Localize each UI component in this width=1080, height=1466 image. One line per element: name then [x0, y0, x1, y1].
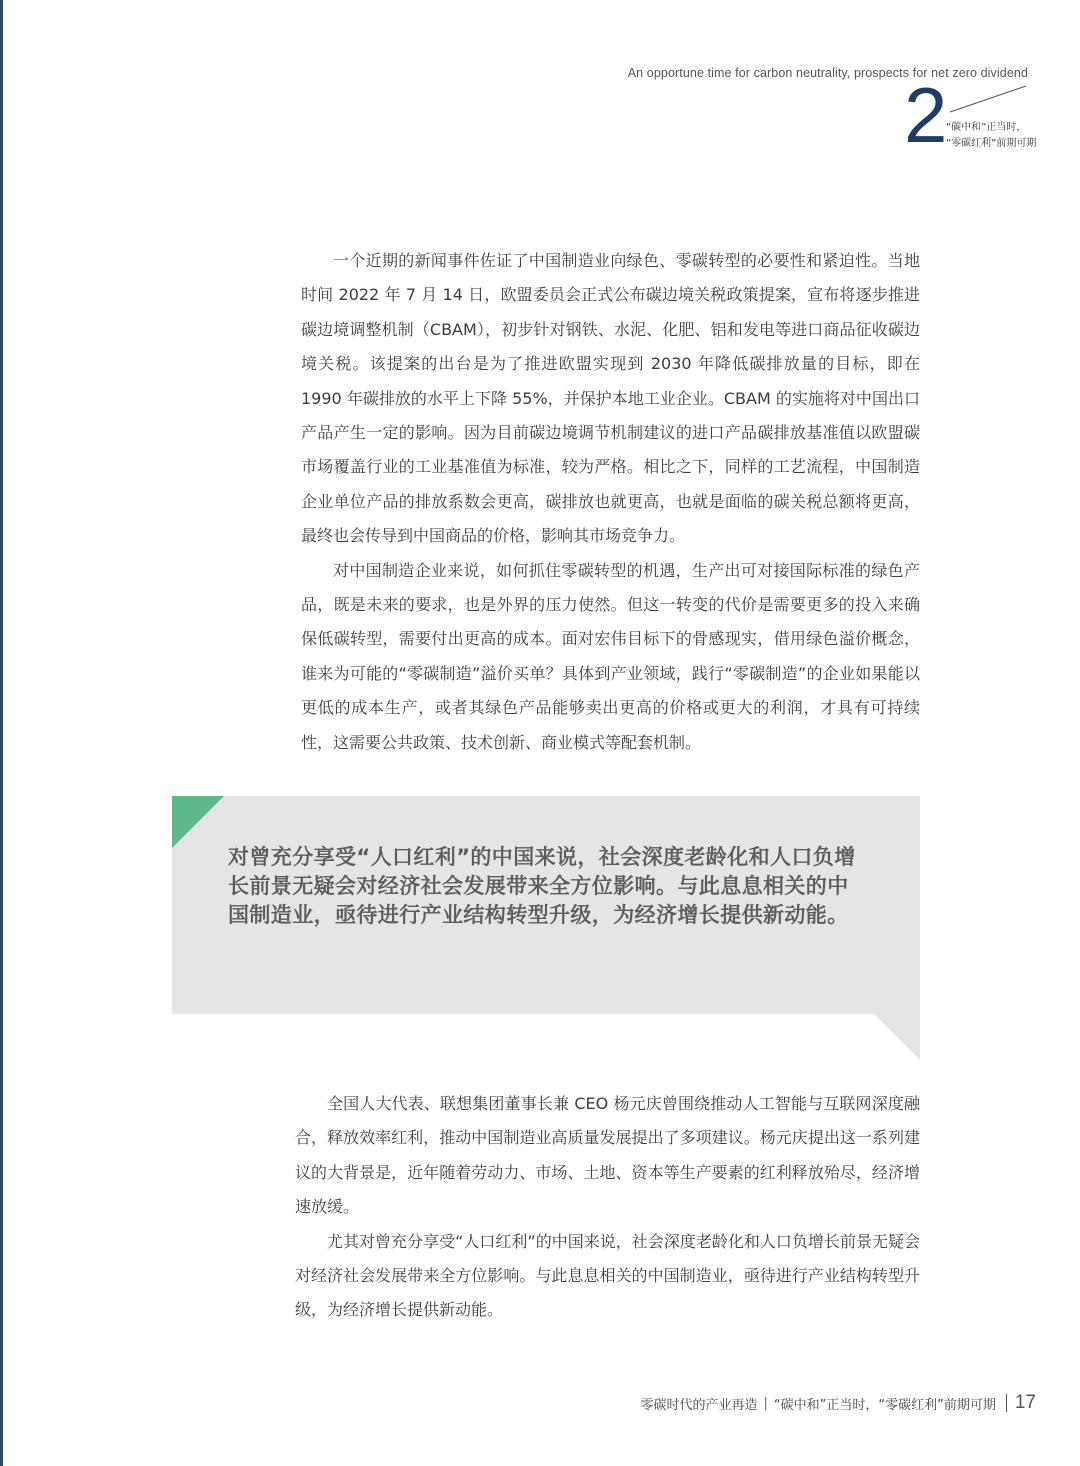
english-subtitle: An opportune time for carbon neutrality, prospects for net zero dividend — [627, 66, 1028, 80]
chapter-title-line2: “零碳红利”前期可期 — [946, 138, 1037, 149]
page-number: 17 — [1014, 1392, 1036, 1413]
footer-chapter-title: “碳中和”正当时，“零碳红利”前期可期 — [773, 1397, 996, 1413]
paragraph: 一个近期的新闻事件佐证了中国制造业向绿色、零碳转型的必要性和紧迫性。当地时间 2022 年 7 月 14 日，欧盟委员会正式公布碳边境关税政策提案，宣布将逐步推进碳边境调整机制（CBAM），初步针对钢铁、水泥、化肥、铝和发电等进口商品征收碳边境关税。该提案的出台是为了推进欧盟实现到 2030 年降低碳排放量的目标，即在 1990 年碳排放的水平上下降 55%，并保护本地工业企业。CBAM 的实施将对中国出口产品产生一定的影响。因为目前碳边境调节机制建议的进口产品碳排放基准值以欧盟碳市场覆盖行业的工业基准值为标准，较为严格。相比之下，同样的工艺流程，中国制造企业单位产品的排放系数会更高，碳排放也就更高，也就是面临的碳关税总额将更高，最终也会传导到中国商品的价格，影响其市场竞争力。 — [301, 251, 920, 546]
quote-corner-fold — [874, 1014, 920, 1060]
paragraph: 对中国制造企业来说，如何抓住零碳转型的机遇，生产出可对接国际标准的绿色产品，既是未来的要求，也是外界的压力使然。但这一转变的代价是需要更多的投入来确保低碳转型，需要付出更高的成本。面对宏伟目标下的骨感现实，借用绿色溢价概念，谁来为可能的“零碳制造”溢价买单？具体到产业领域，践行“零碳制造”的企业如果能以更低的成本生产，或者其绿色产品能够卖出更高的价格或更大的利润，才具有可持续性，这需要公共政策、技术创新、商业模式等配套机制。 — [301, 560, 920, 752]
left-margin-rule — [0, 0, 3, 1466]
body-section-2 — [295, 1087, 920, 1328]
chapter-title-line1: “碳中和”正当时， — [946, 122, 1027, 133]
chapter-slash-line — [948, 84, 1028, 114]
page-footer — [641, 1392, 1037, 1414]
pull-quote-text: 对曾充分享受“人口红利”的中国来说，社会深度老龄化和人口负增长前景无疑会对经济社会发展带来全方位影响。与此息息相关的中国制造业，亟待进行产业结构转型升级，为经济增长提供新动能。 — [228, 845, 856, 927]
paragraph: 全国人大代表、联想集团董事长兼 CEO 杨元庆曾围绕推动人工智能与互联网深度融合，释放效率红利，推动中国制造业高质量发展提出了多项建议。杨元庆提出这一系列建议的大背景是，近年随着劳动力、市场、土地、资本等生产要素的红利释放殆尽，经济增速放缓。 — [295, 1094, 920, 1217]
footer-separator: | — [763, 1395, 768, 1411]
quote-corner-accent — [172, 796, 224, 848]
paragraph: 尤其对曾充分享受“人口红利”的中国来说，社会深度老龄化和人口负增长前景无疑会对经济社会发展带来全方位影响。与此息息相关的中国制造业，亟待进行产业结构转型升级，为经济增长提供新动能。 — [295, 1231, 920, 1320]
footer-publication-title: 零碳时代的产业再造 — [640, 1397, 758, 1413]
body-section-1 — [301, 244, 920, 760]
chapter-number: 2 — [904, 71, 948, 159]
footer-divider — [1006, 1394, 1007, 1412]
